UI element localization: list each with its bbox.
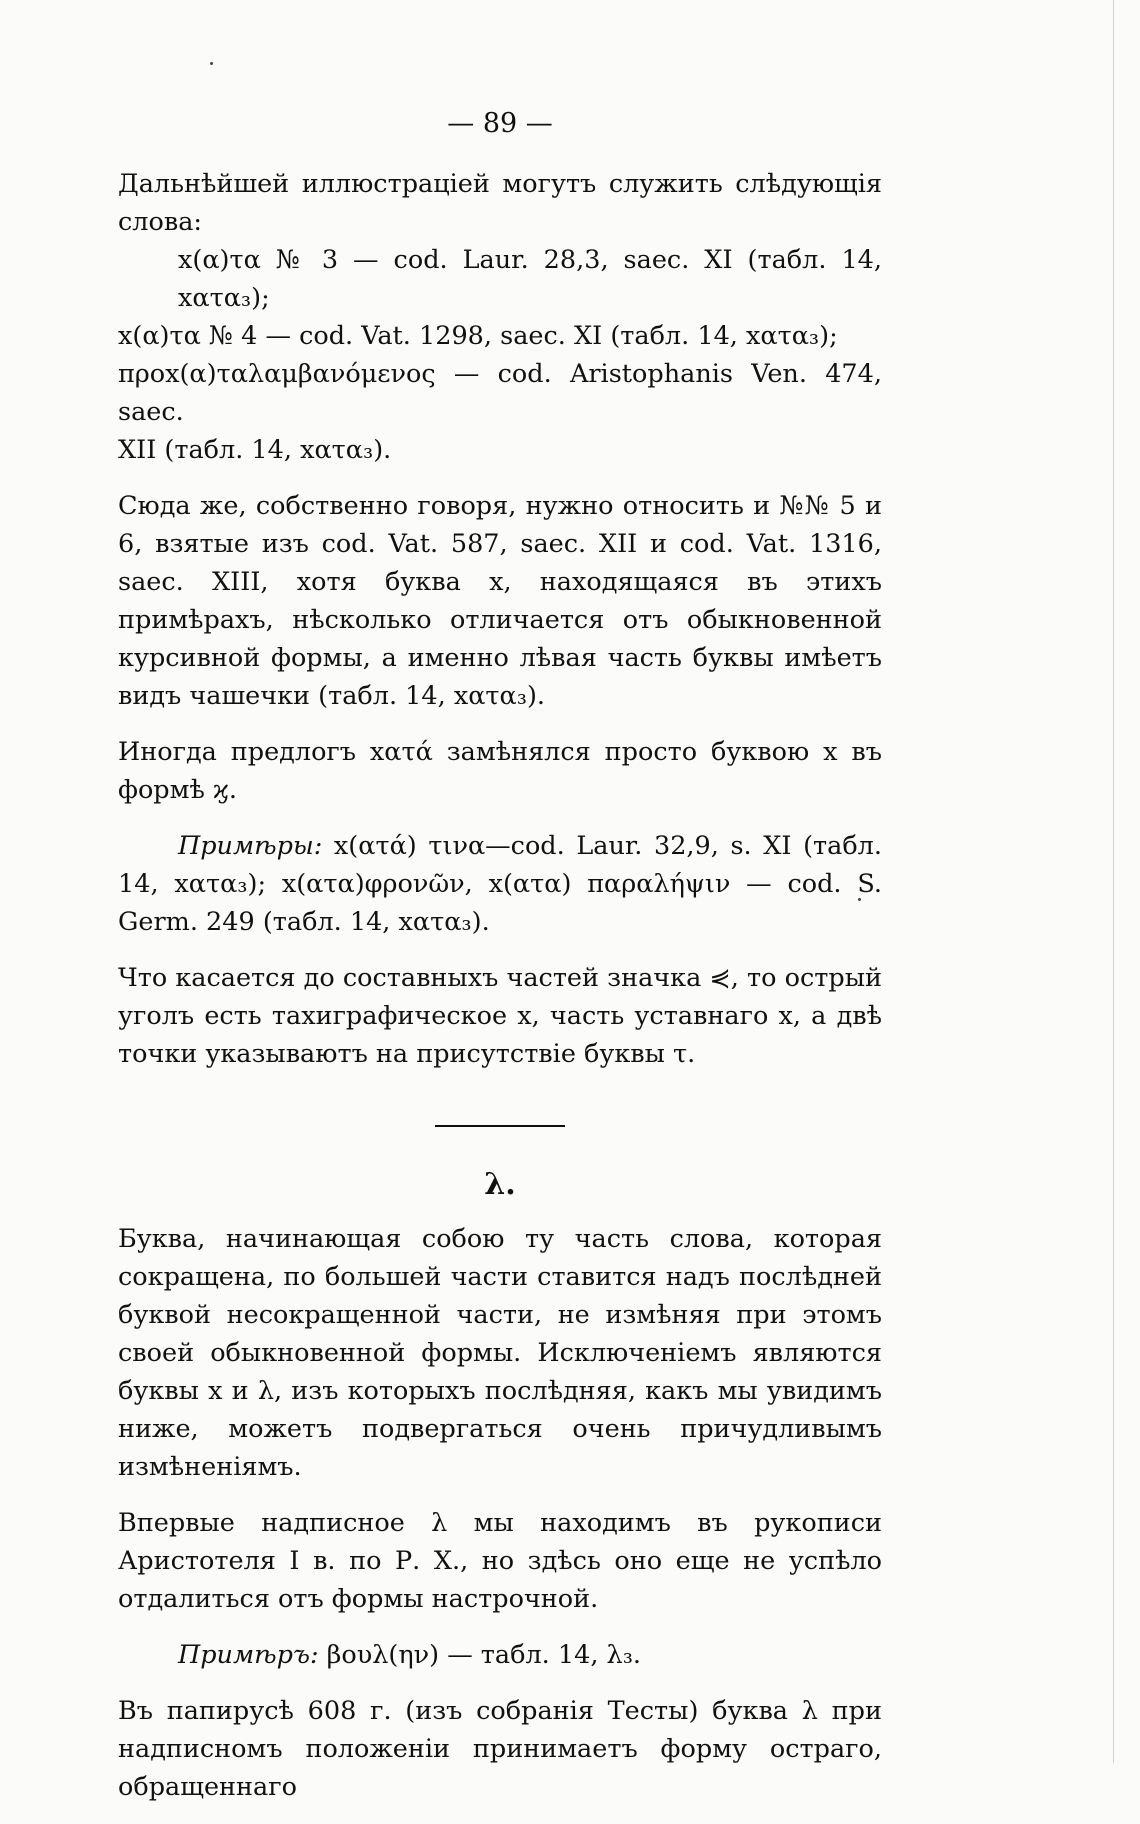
example-text: βουλ(ην) — табл. 14, λ₃. — [318, 1640, 642, 1670]
paragraph-nn-5-6 — [118, 487, 882, 715]
paragraph-examples-kata — [118, 827, 882, 941]
paragraph-first-lambda — [118, 1504, 882, 1618]
example-line: προx(α)ταλαμβανόμενος — cod. Aristophanis Ven. 474, saec. — [118, 359, 882, 427]
scan-speck — [210, 62, 213, 65]
page-number: — 89 — — [447, 108, 553, 139]
example-line: XII (табл. 14, xατα₃). — [118, 435, 392, 465]
paragraph-text: Впервые надписное λ мы находимъ въ рукописи Аристотеля I в. по Р. Х., но здѣсь оно еще не успѣло отдалиться отъ формы настрочной. — [118, 1508, 882, 1614]
paragraph-text: Въ папирусѣ 608 г. (изъ собранія Тесты) буква λ при надписномъ положеніи принимаетъ форму остраго, обращеннаго — [118, 1696, 882, 1802]
section-heading-lambda: λ. — [484, 1167, 516, 1202]
examples-text: x(ατά) τινα—cod. Laur. 32,9, s. XI (табл. 14, xατα₃); x(ατα)φρονῶν, x(ατα) παραλήψιν — cod. S. Germ. 249 (табл. 14, xατα₃). — [118, 831, 882, 937]
section-divider — [435, 1125, 565, 1127]
page-edge-line — [1113, 0, 1114, 1763]
paragraph-superscript-letter — [118, 1220, 882, 1486]
document-page — [118, 108, 882, 1824]
paragraph-examples-list — [118, 165, 882, 469]
paragraph-text: Что касается до составныхъ частей значка ⋞, то острый уголъ есть тахиграфическое x, часть уставнаго x, а двѣ точки указываютъ на присутствіе буквы τ. — [118, 963, 882, 1069]
example-line: x(α)τα № 3 — cod. Laur. 28,3, saec. XI (табл. 14, xατα₃); — [178, 245, 882, 313]
examples-label: Примѣры: — [178, 831, 323, 861]
paragraph-papyrus — [118, 1692, 882, 1806]
paragraph-text: Сюда же, собственно говоря, нужно относить и №№ 5 и 6, взятые изъ cod. Vat. 587, saec. XII и cod. Vat. 1316, saec. XIII, хотя буква x, находящаяся въ этихъ примѣрахъ, нѣсколько отличается отъ обыкновенной курсивной формы, а именно лѣвая часть буквы имѣетъ видъ чашечки (табл. 14, xατα₃). — [118, 491, 882, 711]
paragraph-sign-parts — [118, 959, 882, 1073]
example-label: Примѣръ: — [178, 1640, 319, 1670]
paragraph-text: Буква, начинающая собою ту часть слова, которая сокращена, по большей части ставится надъ послѣдней буквой несокращенной части, не измѣняя при этомъ своей обыкновенной формы. Исключеніемъ являются буквы x и λ, изъ которыхъ послѣдняя, какъ мы увидимъ ниже, можетъ подвергаться очень причудливымъ измѣненіямъ. — [118, 1224, 882, 1482]
paragraph-example-lambda — [118, 1636, 882, 1674]
paragraph-text: Иногда предлогъ xατά замѣнялся просто буквою x въ формѣ ϗ. — [118, 737, 882, 805]
paragraph-line: Дальнѣйшей иллюстраціей могутъ служить слѣдующія слова: — [118, 169, 882, 237]
example-line: x(α)τα № 4 — cod. Vat. 1298, saec. XI (табл. 14, xατα₃); — [118, 321, 838, 351]
paragraph-kata-form — [118, 733, 882, 809]
